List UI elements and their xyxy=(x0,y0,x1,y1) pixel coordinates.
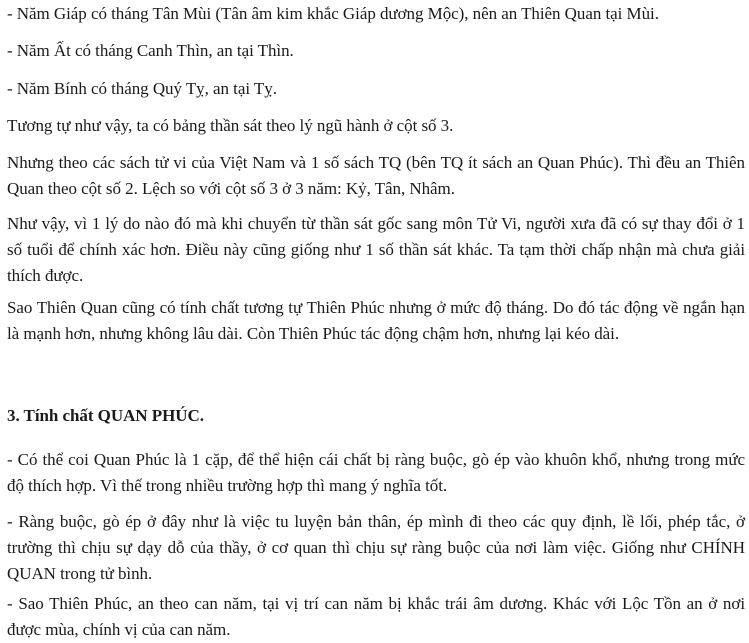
paragraph-rang-buoc: - Ràng buộc, gò ép ở đây như là việc tu luyện bản thân, ép mình đi theo các quy định, lề lối, phép tắc, ở trường thì chịu sự dạy dỗ của thầy, ở cơ quan thì chịu sự ràng buộc của nơi làm việc. Giống như CHÍNH QUAN trong tử bình. xyxy=(7,512,745,583)
paragraph-tuong-tu: Tương tự như vậy, ta có bảng thần sát theo lý ngũ hành ở cột số 3. xyxy=(7,116,454,135)
paragraph-nhung-theo: Nhưng theo các sách tử vi của Việt Nam và 1 số sách TQ (bên TQ ít sách an Quan Phúc). Thì đều an Thiên Quan theo cột số 2. Lệch so với cột số 3 ở 3 năm: Kỷ, Tân, Nhâm. xyxy=(7,153,745,198)
section-heading: 3. Tính chất QUAN PHÚC. xyxy=(7,406,204,425)
paragraph-sao-thien-quan: Sao Thiên Quan cũng có tính chất tương tự Thiên Phúc nhưng ở mức độ tháng. Do đó tác động về ngắn hạn là mạnh hơn, nhưng không lâu dài. Còn Thiên Phúc tác động chậm hơn, nhưng lại kéo dài. xyxy=(7,298,745,343)
paragraph-binh: - Năm Bính có tháng Quý Tỵ, an tại Tỵ. xyxy=(7,79,277,98)
paragraph-giap: - Năm Giáp có tháng Tân Mùi (Tân âm kim khắc Giáp dương Mộc), nên an Thiên Quan tại Mùi. xyxy=(7,4,659,23)
paragraph-nhu-vay: Như vậy, vì 1 lý do nào đó mà khi chuyển từ thần sát gốc sang môn Tử Vi, người xưa đã có sự thay đổi ở 1 số tuổi để chính xác hơn. Điều này cũng giống như 1 số thần sát khác. Ta tạm thời chấp nhận mà chưa giải thích được. xyxy=(7,214,745,285)
paragraph-at: - Năm Ất có tháng Canh Thìn, an tại Thìn. xyxy=(7,41,294,60)
paragraph-quan-phuc-cap: - Có thể coi Quan Phúc là 1 cặp, để thể hiện cái chất bị ràng buộc, gò ép vào khuôn khổ, nhưng trong mức độ thích hợp. Vì thế trong nhiều trường hợp thì mang ý nghĩa tốt. xyxy=(7,450,745,495)
paragraph-sao-thien-phuc: - Sao Thiên Phúc, an theo can năm, tại vị trí can năm bị khắc trái âm dương. Khác với Lộc Tồn an ở nơi được mùa, chính vị của can năm. xyxy=(7,594,745,639)
